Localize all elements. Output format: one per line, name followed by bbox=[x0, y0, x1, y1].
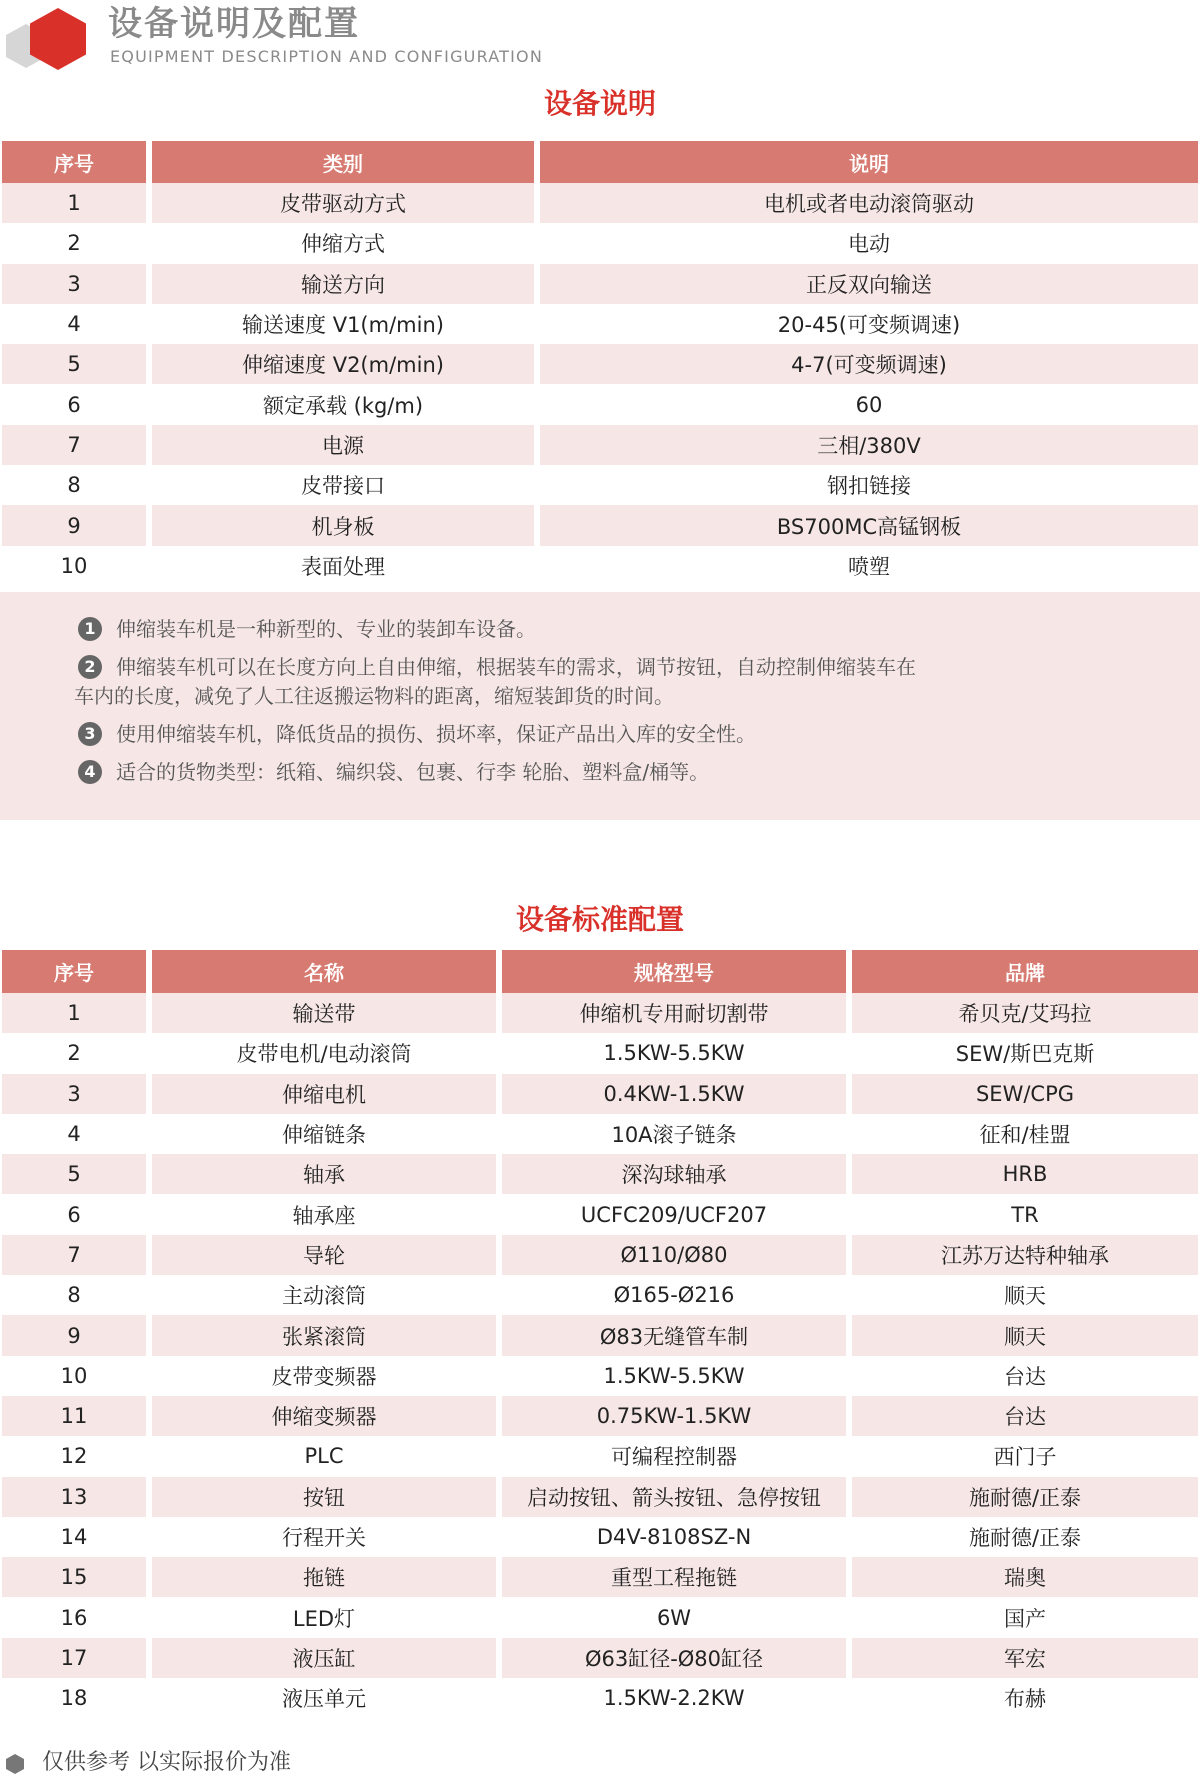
table-row bbox=[0, 465, 1200, 505]
table-cell: 表面处理 bbox=[152, 546, 534, 586]
note-text: 伸缩装车机可以在长度方向上自由伸缩，根据装车的需求，调节按钮，自动控制伸缩装车在 bbox=[116, 655, 916, 679]
description-table-body bbox=[0, 183, 1200, 586]
table-cell: 14 bbox=[2, 1517, 146, 1557]
table-cell: 9 bbox=[2, 1315, 146, 1355]
table-cell: 8 bbox=[2, 465, 146, 505]
table-cell: 6 bbox=[2, 384, 146, 424]
table-cell: SEW/CPG bbox=[852, 1074, 1198, 1114]
table-cell: 2 bbox=[2, 223, 146, 263]
table-row bbox=[0, 264, 1200, 304]
header-cell: 规格型号 bbox=[502, 950, 846, 993]
table-cell: Ø83无缝管车制 bbox=[502, 1315, 846, 1355]
table-cell: 皮带变频器 bbox=[152, 1356, 496, 1396]
note-item bbox=[78, 614, 536, 644]
table-cell: 江苏万达特种轴承 bbox=[852, 1235, 1198, 1275]
table-cell: 20-45(可变频调速) bbox=[540, 304, 1198, 344]
note-text-continued: 车内的长度，减免了人工往返搬运物料的距离，缩短装卸货的时间。 bbox=[74, 684, 674, 708]
table-cell: 9 bbox=[2, 505, 146, 545]
table-cell: 张紧滚筒 bbox=[152, 1315, 496, 1355]
table-cell: 0.4KW-1.5KW bbox=[502, 1074, 846, 1114]
table-cell: 7 bbox=[2, 425, 146, 465]
table-cell: 电机或者电动滚筒驱动 bbox=[540, 183, 1198, 223]
table-row bbox=[0, 425, 1200, 465]
header-cell: 序号 bbox=[2, 950, 146, 993]
table-cell: 伸缩速度 V2(m/min) bbox=[152, 344, 534, 384]
table-cell: 布赫 bbox=[852, 1678, 1198, 1718]
table-cell: 1.5KW-5.5KW bbox=[502, 1033, 846, 1073]
table-row bbox=[0, 1597, 1200, 1637]
table-cell: 10 bbox=[2, 1356, 146, 1396]
table-row bbox=[0, 1396, 1200, 1436]
table-row bbox=[0, 1517, 1200, 1557]
hexagon-bullet-icon bbox=[6, 1754, 24, 1774]
table-cell: 12 bbox=[2, 1436, 146, 1476]
number-4-icon: 4 bbox=[78, 760, 102, 784]
table-cell: 0.75KW-1.5KW bbox=[502, 1396, 846, 1436]
table-row bbox=[0, 1638, 1200, 1678]
number-3-icon: 3 bbox=[78, 722, 102, 746]
table-row bbox=[0, 1194, 1200, 1234]
table-row bbox=[0, 384, 1200, 424]
header-cell: 序号 bbox=[2, 141, 146, 183]
table-cell: 10 bbox=[2, 546, 146, 586]
table-cell: 8 bbox=[2, 1275, 146, 1315]
table-cell: 1 bbox=[2, 183, 146, 223]
table-cell: 7 bbox=[2, 1235, 146, 1275]
table-cell: 皮带接口 bbox=[152, 465, 534, 505]
table-cell: 4 bbox=[2, 304, 146, 344]
table-cell: 输送速度 V1(m/min) bbox=[152, 304, 534, 344]
note-text: 适合的货物类型：纸箱、编织袋、包裹、行李 轮胎、塑料盒/桶等。 bbox=[116, 760, 710, 784]
table-cell: 启动按钮、箭头按钮、急停按钮 bbox=[502, 1477, 846, 1517]
table-row bbox=[0, 505, 1200, 545]
table-cell: 电源 bbox=[152, 425, 534, 465]
header-cell: 说明 bbox=[540, 141, 1198, 183]
table-row bbox=[0, 546, 1200, 586]
table-cell: 国产 bbox=[852, 1597, 1198, 1637]
table-row bbox=[0, 1074, 1200, 1114]
table-cell: 轴承 bbox=[152, 1154, 496, 1194]
table-cell: 额定承载 (kg/m) bbox=[152, 384, 534, 424]
note-item bbox=[78, 652, 916, 682]
table-row bbox=[0, 1114, 1200, 1154]
table-cell: 18 bbox=[2, 1678, 146, 1718]
table-cell: 1 bbox=[2, 993, 146, 1033]
page-title: 设备说明及配置 bbox=[108, 4, 360, 44]
table-cell: 5 bbox=[2, 1154, 146, 1194]
table-cell: 4 bbox=[2, 1114, 146, 1154]
table-row bbox=[0, 1033, 1200, 1073]
config-table-body bbox=[0, 993, 1200, 1718]
table-cell: 输送方向 bbox=[152, 264, 534, 304]
table-cell: 台达 bbox=[852, 1356, 1198, 1396]
header-cell: 类别 bbox=[152, 141, 534, 183]
table-cell: 2 bbox=[2, 1033, 146, 1073]
table-cell: 伸缩链条 bbox=[152, 1114, 496, 1154]
table-cell: 电动 bbox=[540, 223, 1198, 263]
table-cell: 主动滚筒 bbox=[152, 1275, 496, 1315]
config-title: 设备标准配置 bbox=[515, 903, 684, 936]
table-cell: 伸缩变频器 bbox=[152, 1396, 496, 1436]
table-cell: D4V-8108SZ-N bbox=[502, 1517, 846, 1557]
table-cell: 5 bbox=[2, 344, 146, 384]
table-row bbox=[0, 344, 1200, 384]
table-cell: 16 bbox=[2, 1597, 146, 1637]
description-table bbox=[0, 141, 1200, 586]
note-item bbox=[78, 719, 756, 749]
table-cell: 三相/380V bbox=[540, 425, 1198, 465]
table-row bbox=[0, 1235, 1200, 1275]
table-row bbox=[0, 1154, 1200, 1194]
table-row bbox=[0, 1477, 1200, 1517]
table-cell: 希贝克/艾玛拉 bbox=[852, 993, 1198, 1033]
table-cell: 10A滚子链条 bbox=[502, 1114, 846, 1154]
table-cell: 拖链 bbox=[152, 1557, 496, 1597]
table-cell: Ø110/Ø80 bbox=[502, 1235, 846, 1275]
footer bbox=[0, 1744, 1200, 1784]
table-cell: 按钮 bbox=[152, 1477, 496, 1517]
table-cell: 可编程控制器 bbox=[502, 1436, 846, 1476]
config-table bbox=[0, 950, 1200, 1718]
table-cell: 军宏 bbox=[852, 1638, 1198, 1678]
table-cell: TR bbox=[852, 1194, 1198, 1234]
table-cell: 台达 bbox=[852, 1396, 1198, 1436]
table-row bbox=[0, 1557, 1200, 1597]
number-1-icon: 1 bbox=[78, 617, 102, 641]
table-cell: SEW/斯巴克斯 bbox=[852, 1033, 1198, 1073]
table-cell: Ø165-Ø216 bbox=[502, 1275, 846, 1315]
table-cell: 西门子 bbox=[852, 1436, 1198, 1476]
footer-note: 仅供参考 以实际报价为准 bbox=[42, 1750, 291, 1775]
table-cell: BS700MC高锰钢板 bbox=[540, 505, 1198, 545]
page-subtitle: EQUIPMENT DESCRIPTION AND CONFIGURATION bbox=[110, 47, 544, 66]
table-cell: 15 bbox=[2, 1557, 146, 1597]
table-cell: 瑞奥 bbox=[852, 1557, 1198, 1597]
table-cell: 轴承座 bbox=[152, 1194, 496, 1234]
notes-panel bbox=[0, 592, 1200, 820]
table-header-row bbox=[0, 950, 1200, 993]
table-cell: 4-7(可变频调速) bbox=[540, 344, 1198, 384]
description-title: 设备说明 bbox=[543, 87, 656, 120]
table-cell: 6 bbox=[2, 1194, 146, 1234]
table-cell: 正反双向输送 bbox=[540, 264, 1198, 304]
table-cell: 施耐德/正泰 bbox=[852, 1477, 1198, 1517]
table-cell: Ø63缸径-Ø80缸径 bbox=[502, 1638, 846, 1678]
table-row bbox=[0, 304, 1200, 344]
table-row bbox=[0, 1315, 1200, 1355]
table-cell: 输送带 bbox=[152, 993, 496, 1033]
table-cell: 17 bbox=[2, 1638, 146, 1678]
table-cell: 液压缸 bbox=[152, 1638, 496, 1678]
table-cell: HRB bbox=[852, 1154, 1198, 1194]
table-cell: 皮带驱动方式 bbox=[152, 183, 534, 223]
table-cell: 深沟球轴承 bbox=[502, 1154, 846, 1194]
table-row bbox=[0, 1436, 1200, 1476]
table-cell: 重型工程拖链 bbox=[502, 1557, 846, 1597]
table-cell: 伸缩方式 bbox=[152, 223, 534, 263]
table-row bbox=[0, 1356, 1200, 1396]
note-text: 伸缩装车机是一种新型的、专业的装卸车设备。 bbox=[116, 617, 536, 641]
table-cell: 3 bbox=[2, 264, 146, 304]
table-cell: 60 bbox=[540, 384, 1198, 424]
table-cell: 行程开关 bbox=[152, 1517, 496, 1557]
table-row bbox=[0, 183, 1200, 223]
table-cell: 1.5KW-2.2KW bbox=[502, 1678, 846, 1718]
number-2-icon: 2 bbox=[78, 655, 102, 679]
table-cell: PLC bbox=[152, 1436, 496, 1476]
header-cell: 品牌 bbox=[852, 950, 1198, 993]
note-text: 使用伸缩装车机，降低货品的损伤、损坏率，保证产品出入库的安全性。 bbox=[116, 722, 756, 746]
table-cell: 6W bbox=[502, 1597, 846, 1637]
table-cell: 钢扣链接 bbox=[540, 465, 1198, 505]
table-cell: 1.5KW-5.5KW bbox=[502, 1356, 846, 1396]
table-cell: 喷塑 bbox=[540, 546, 1198, 586]
table-cell: 皮带电机/电动滚筒 bbox=[152, 1033, 496, 1073]
table-row bbox=[0, 993, 1200, 1033]
table-cell: LED灯 bbox=[152, 1597, 496, 1637]
table-cell: 液压单元 bbox=[152, 1678, 496, 1718]
note-item bbox=[78, 757, 709, 787]
table-row bbox=[0, 1678, 1200, 1718]
table-cell: 征和/桂盟 bbox=[852, 1114, 1198, 1154]
page-header bbox=[0, 0, 1200, 80]
table-cell: 伸缩机专用耐切割带 bbox=[502, 993, 846, 1033]
table-cell: 顺天 bbox=[852, 1275, 1198, 1315]
table-row bbox=[0, 1275, 1200, 1315]
table-cell: 导轮 bbox=[152, 1235, 496, 1275]
table-cell: 11 bbox=[2, 1396, 146, 1436]
table-row bbox=[0, 223, 1200, 263]
table-cell: 施耐德/正泰 bbox=[852, 1517, 1198, 1557]
table-header-row bbox=[0, 141, 1200, 183]
table-cell: 机身板 bbox=[152, 505, 534, 545]
table-cell: 3 bbox=[2, 1074, 146, 1114]
header-cell: 名称 bbox=[152, 950, 496, 993]
table-cell: UCFC209/UCF207 bbox=[502, 1194, 846, 1234]
table-cell: 伸缩电机 bbox=[152, 1074, 496, 1114]
table-cell: 13 bbox=[2, 1477, 146, 1517]
table-cell: 顺天 bbox=[852, 1315, 1198, 1355]
